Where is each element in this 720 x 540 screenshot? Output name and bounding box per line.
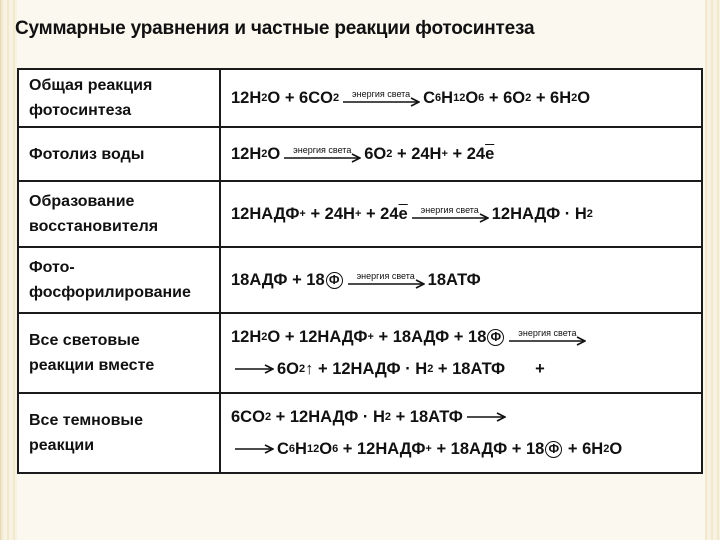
light-energy-arrow: [283, 145, 361, 163]
equation-text: + 6H: [563, 439, 604, 458]
equation-text: 18АТФ: [427, 270, 481, 289]
equation-text: O: [609, 439, 623, 458]
equation-line: [231, 264, 701, 296]
equation-text: 12НАДФ · H: [491, 204, 587, 223]
reaction-name-line: фосфорилирование: [29, 284, 191, 301]
reaction-equation: [220, 393, 702, 473]
arrow-icon: [411, 213, 489, 223]
reaction-arrow: [234, 444, 274, 454]
arrow-icon: [234, 364, 274, 374]
equation-text: + 18АТФ: [391, 407, 463, 426]
reaction-name: [18, 69, 220, 127]
light-energy-arrow: [411, 205, 489, 223]
arrow-label: энергия света: [356, 271, 415, 281]
equation-text: + 6O: [484, 88, 526, 107]
reaction-row: [18, 181, 702, 247]
electron-symbol: e: [398, 204, 408, 223]
reaction-equation: [220, 127, 702, 181]
equation-text: C: [423, 88, 436, 107]
reaction-name-line: Фото-: [29, 259, 75, 276]
equation-text: + 24: [447, 144, 486, 163]
equation-text: +: [535, 359, 545, 378]
reaction-row: [18, 393, 702, 473]
equation-text: + 24H: [305, 204, 355, 223]
equation-text: + 18АТФ: [433, 359, 506, 378]
equation-text: 6O: [277, 359, 300, 378]
arrow-label: энергия света: [293, 145, 352, 155]
reaction-name-line: Все световые: [29, 332, 140, 349]
equation-text: 12H: [231, 144, 262, 163]
equation-text: O: [577, 88, 591, 107]
reaction-arrow: [466, 412, 506, 422]
arrow-label: энергия света: [352, 89, 411, 99]
equation-line: 6O 2 ↑ + 12НАДФ · H 2 + 18АТФ +: [231, 353, 701, 385]
equation-text: 18АДФ + 18: [231, 270, 325, 289]
equation-text: + 6H: [531, 88, 572, 107]
equation-text: O: [267, 144, 281, 163]
left-border-decoration: [1, 0, 17, 540]
reaction-name-line: фотосинтеза: [29, 102, 132, 119]
equation-text: 12H: [231, 88, 262, 107]
arrow-icon: [283, 153, 361, 163]
equation-text: O + 12НАДФ: [267, 327, 368, 346]
equation-line: C 6 H 12 O 6 + 12НАДФ + + 18АДФ + 18 Ф + 6H 2 O: [231, 433, 701, 465]
equation-text: H: [295, 439, 307, 458]
reaction-name-line: Образование: [29, 193, 135, 210]
reaction-name: [18, 181, 220, 247]
arrow-icon: [466, 412, 506, 422]
reaction-equation: [220, 247, 702, 313]
arrow-label: энергия света: [420, 205, 479, 215]
reactions-table: [17, 68, 703, 474]
equation-line: 12H 2 O энергия света 6O 2 + 24H + + 24 e: [231, 144, 495, 163]
reaction-name: [18, 127, 220, 181]
equation-text: 12НАДФ: [231, 204, 300, 223]
reaction-row: [18, 247, 702, 313]
light-energy-arrow: [347, 271, 425, 289]
equation-line: 12НАДФ + + 24H + + 24 e энергия света 12НАДФ · H 2: [231, 204, 593, 223]
equation-line: 12H 2 O + 6CO 2 энергия света C 6 H 12 O 6 + 6O 2 + 6H 2 O: [231, 88, 591, 107]
reaction-name-line: реакции: [29, 437, 95, 454]
arrow-icon: [342, 97, 420, 107]
reaction-equation: [220, 181, 702, 247]
right-border-decoration: [705, 0, 720, 540]
equation-text: + 12НАДФ · H: [271, 407, 385, 426]
reaction-name-line: восстановителя: [29, 218, 159, 235]
equation-text: + 12НАДФ: [338, 439, 426, 458]
electron-symbol: e: [485, 144, 495, 163]
equation-text: H: [441, 88, 454, 107]
reaction-name: [18, 247, 220, 313]
reaction-name-line: Общая реакция: [29, 77, 153, 94]
phosphate-circled-symbol: Ф: [326, 272, 343, 289]
equation-text: O: [319, 439, 333, 458]
equation-text: + 18АДФ + 18: [373, 327, 487, 346]
reaction-row: [18, 313, 702, 393]
phosphate-circled-symbol: Ф: [545, 441, 562, 458]
reaction-row: [18, 69, 702, 127]
equation-text: + 24H: [392, 144, 442, 163]
equation-text: O + 6CO: [267, 88, 333, 107]
page-title: Суммарные уравнения и частные реакции фотосинтеза: [15, 18, 535, 39]
equation-text: O: [465, 88, 479, 107]
arrow-label: энергия света: [518, 328, 577, 338]
arrow-icon: [234, 444, 274, 454]
equation-text: + 24: [361, 204, 399, 223]
arrow-icon: [347, 279, 425, 289]
light-energy-arrow: [342, 89, 420, 107]
equation-text: 12H: [231, 327, 262, 346]
reaction-name: [18, 393, 220, 473]
reaction-name-line: реакции вместе: [29, 357, 155, 374]
reaction-name-line: Фотолиз воды: [29, 145, 145, 163]
equation-line: 6CO 2 + 12НАДФ · H 2 + 18АТФ: [231, 401, 701, 433]
equation-text: ↑ + 12НАДФ · H: [305, 359, 428, 378]
light-energy-arrow: [508, 328, 586, 346]
reaction-name: [18, 313, 220, 393]
equation-text: + 18АДФ + 18: [431, 439, 545, 458]
equation-text: 6O: [364, 144, 387, 163]
arrow-icon: [508, 336, 586, 346]
reaction-equation: [220, 313, 702, 393]
reaction-arrow: [234, 364, 274, 374]
equation-line: 12H 2 O + 12НАДФ + + 18АДФ + 18 Ф энергия света: [231, 321, 701, 353]
reaction-equation: [220, 69, 702, 127]
equation-text: C: [277, 439, 289, 458]
equation-text: 6CO: [231, 407, 265, 426]
reaction-name-line: Все темновые: [29, 412, 143, 429]
reaction-row: [18, 127, 702, 181]
phosphate-circled-symbol: Ф: [487, 329, 504, 346]
